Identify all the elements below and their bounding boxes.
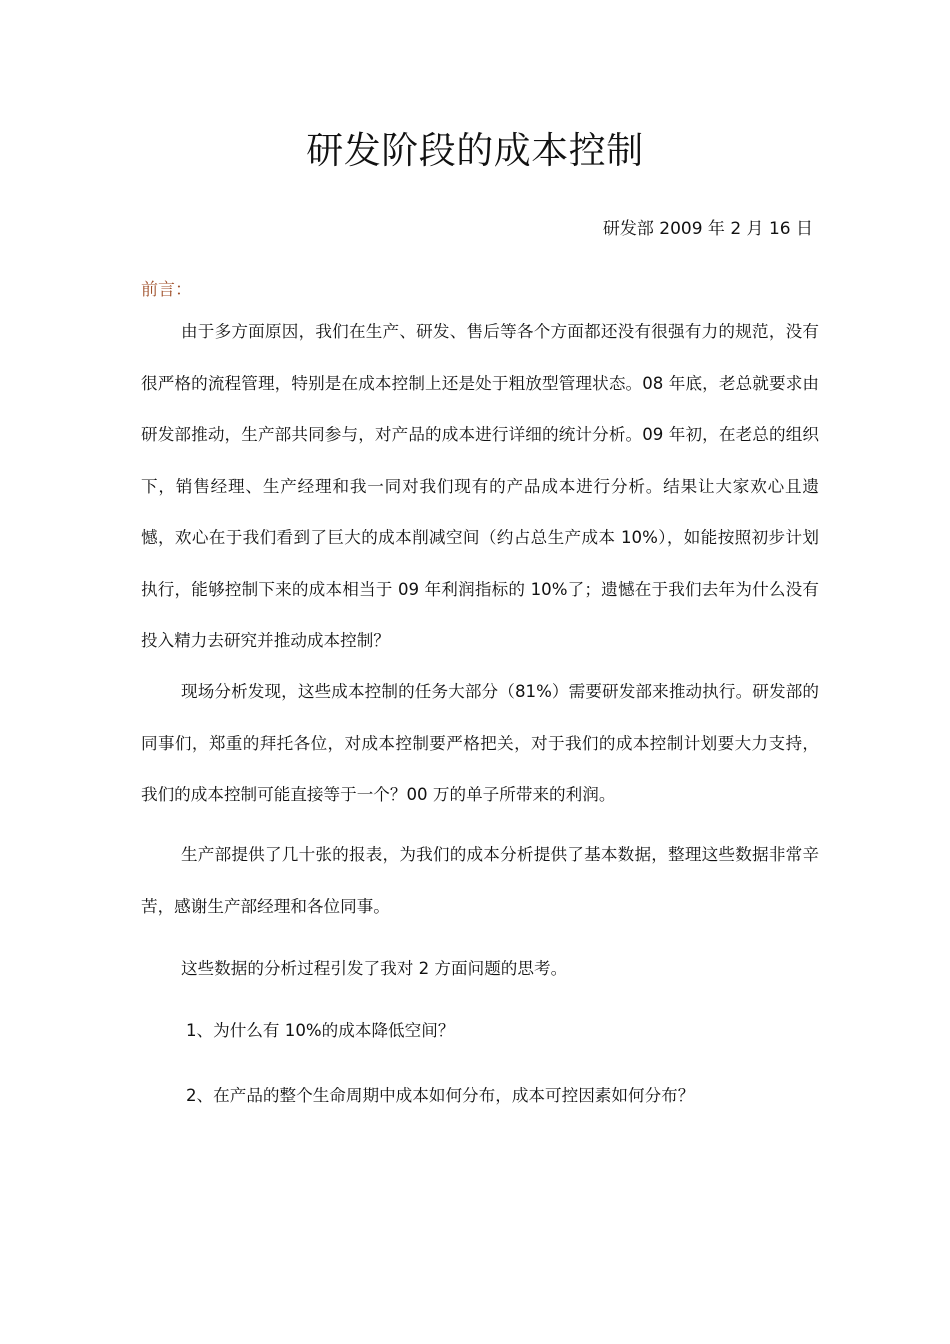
preface-label: 前言： xyxy=(141,280,192,300)
paragraph-3: 生产部提供了几十张的报表，为我们的成本分析提供了基本数据，整理这些数据非常辛苦，感谢生产部经理和各位同事。 xyxy=(141,845,819,916)
paragraph-2: 现场分析发现，这些成本控制的任务大部分（81%）需要研发部来推动执行。研发部的同事们，郑重的拜托各位，对成本控制要严格把关，对于我们的成本控制计划要大力支持，我们的成本控制可能直接等于一个？00 万的单子所带来的利润。 xyxy=(141,682,819,804)
intro-line: 这些数据的分析过程引发了我对 2 方面问题的思考。 xyxy=(181,959,568,978)
question-1: 1、为什么有 10%的成本降低空间？ xyxy=(186,1021,455,1040)
question-2: 2、在产品的整个生命周期中成本如何分布，成本可控因素如何分布？ xyxy=(186,1086,695,1105)
document-title: 研发阶段的成本控制 xyxy=(306,129,644,172)
dateline: 研发部 2009 年 2 月 16 日 xyxy=(602,219,813,239)
paragraph-1: 由于多方面原因，我们在生产、研发、售后等各个方面都还没有很强有力的规范，没有很严格的流程管理，特别是在成本控制上还是处于粗放型管理状态。08 年底，老总就要求由研发部推动，生产部共同参与，对产品的成本进行详细的统计分析。09 年初，在老总的组织下，销售经理、生产经理和我一同对我们现有的产品成本进行分析。结果让大家欢心且遗憾，欢心在于我们看到了巨大的成本削减空间（约占总生产成本 10%），如能按照初步计划执行，能够控制下来的成本相当于 09 年利润指标的 10%了；遗憾在于我们去年为什么没有投入精力去研究并推动成本控制？ xyxy=(141,322,819,650)
